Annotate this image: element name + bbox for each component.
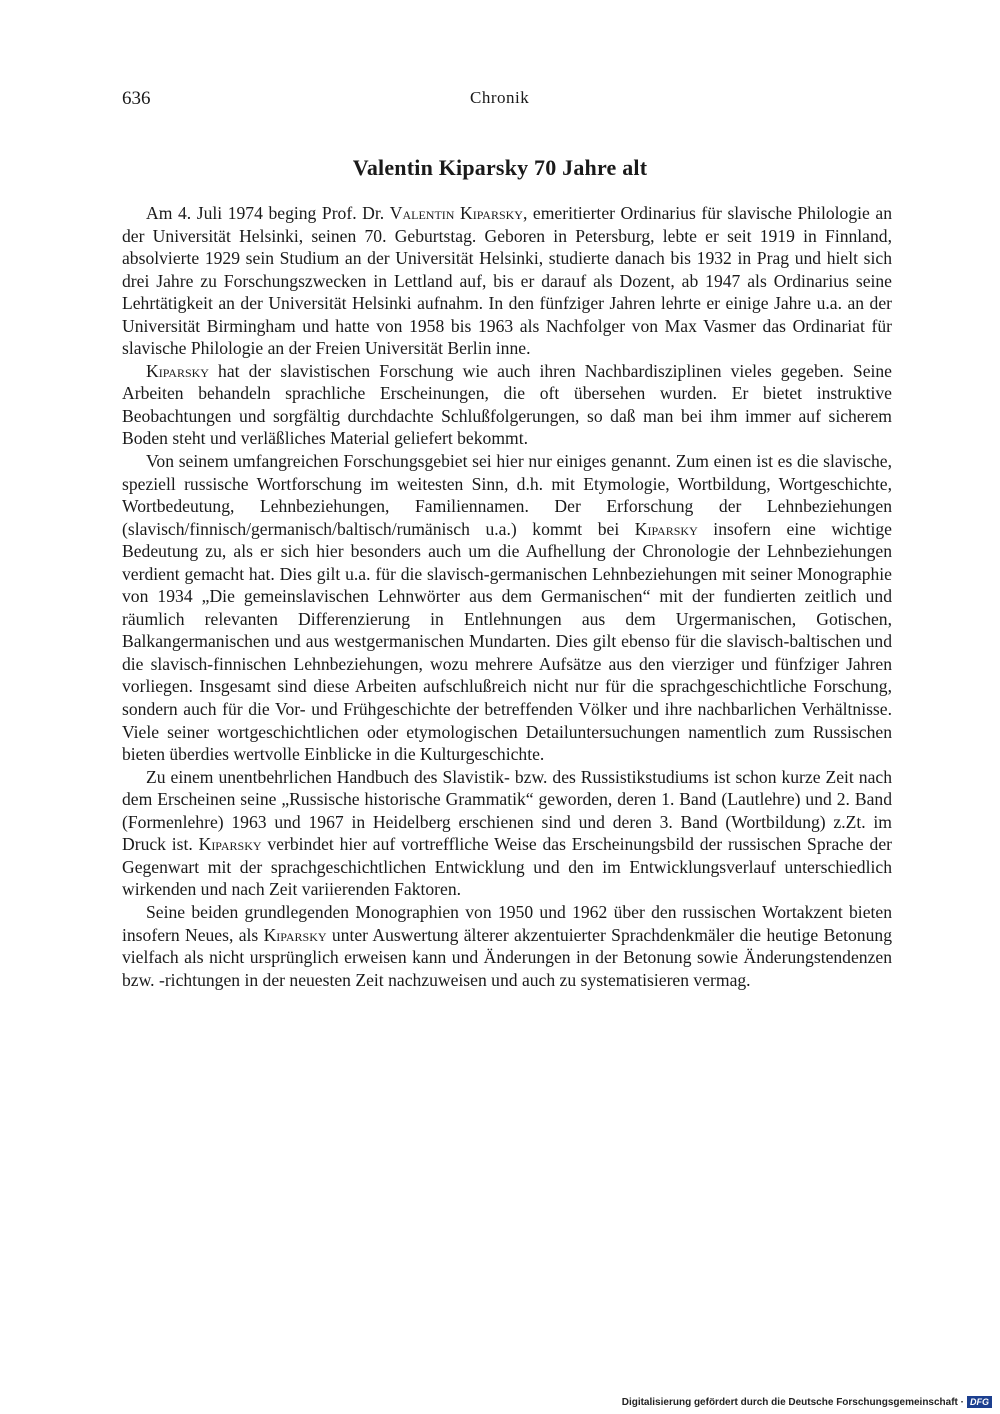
footer-text: Digitalisierung gefördert durch die Deutsche Forschungsgemeinschaft · [621,1396,964,1408]
page-number: 636 [122,88,151,109]
paragraph-4 [122,766,892,901]
paragraph-4-text-c: verbindet hier auf vortreffliche Weise das Erscheinungsbild der russischen Sprache der Gegenwart mit der sprachgeschichtlichen Entwicklung und den im Entwicklungsverlauf unterschiedlich wirkenden und nach Zeit variierenden Faktoren. [122,834,892,900]
paragraph-1-text-b: , emeritierter Ordinarius für slavische Philologie an der Universität Helsinki, seinen 70. Geburtstag. Geboren in Petersburg, lebte er seit 1919 in Finnland, absolvierte 1929 sein Studium an der Universität Helsinki, studierte danach bis 1932 in Prag und hielt sich drei Jahre zu Forschungszwecken in Lettland auf, bis er darauf als Dozent, ab 1947 als Ordinarius seine Lehrtätigkeit an der Universität Helsinki aufnahm. In den fünfziger Jahren lehrte er einige Jahre u.a. an der Universität Birmingham und hatte von 1958 bis 1963 als Nachfolger von Max Vasmer das Ordinariat für slavische Philologie an der Freien Universität Berlin inne. [122,203,893,359]
paragraph-5 [122,901,892,991]
paragraph-3 [122,450,892,766]
running-head: Chronik [470,88,530,107]
paragraph-2-text: hat der slavistischen Forschung wie auch ihren Nachbardisziplinen vieles gegeben. Seine Arbeiten behandeln sprachliche Erscheinungen, die oft übersehen wurden. Er bietet instruktive Beobachtungen und sorgfältig durchdachte Schlußfolgerungen, so daß man bei ihm immer auf sicherem Boden steht und verläßliches Material geliefert bekommt. [122,360,892,449]
dfg-logo-icon: DFG [967,1396,992,1408]
name-kiparsky: Kiparsky [634,518,698,539]
name-kiparsky: Kiparsky [198,834,262,855]
paragraph-4-text-a: Zu einem unentbehrlichen Handbuch des Slavistik- bzw. des Russistikstudiums ist schon kurze Zeit nach dem Erscheinen seine „Russische historische Grammatik“ geworden, deren 1. Band (Lautlehre) und 2. Band (Formenlehre) 1963 und 1967 in Heidelberg erschienen sind und deren 3. Band (Wortbildung) z.Zt. im Druck ist. [122,766,892,855]
name-kiparsky: Kiparsky [146,360,209,381]
article-title: Valentin Kiparsky 70 Jahre alt [352,154,648,180]
paragraph-2 [122,360,892,450]
paragraph-1-text-a: Am 4. Juli 1974 beging Prof. Dr. [146,203,390,223]
paragraph-5-text-c: unter Auswertung älterer akzentuierter Sprachdenkmäler die heutige Betonung vielfach als nicht ursprünglich erweisen kann und Änderungen in der Betonung sowie Änderungstendenzen bzw. -richtungen in der neuesten Zeit nachzuweisen und auch zu systematisieren vermag. [122,924,892,990]
paragraph-1 [122,202,892,360]
paragraph-3-text-a: Von seinem umfangreichen Forschungsgebiet sei hier nur einiges genannt. Zum einen ist es die slavische, speziell russische Wortforschung im weitesten Sinn, d.h. mit Etymologie, Wortbildung, Wortgeschichte, Wortbedeutung, Lehnbeziehungen, Familiennamen. Der Erforschung der Lehnbeziehungen (slavisch/finnisch/germanisch/baltisch/rumänisch u.a.) kommt bei [122,451,892,539]
digitization-footer [622,1396,992,1408]
paragraph-5-text-a: Seine beiden grundlegenden Monographien von 1950 und 1962 über den russischen Wortakzent bieten insofern Neues, als [122,901,892,945]
author-name: Valentin Kiparsky [389,203,523,223]
paragraph-3-text-c: insofern eine wichtige Bedeutung zu, als er sich hier besonders auch um die Aufhellung der Chronologie der Lehnbeziehungen verdient gemacht hat. Dies gilt u.a. für die slavisch-germanischen Lehnbeziehungen mit seiner Monographie von 1934 „Die gemeinslavischen Lehnwörter aus dem Germanischen“ mit der fundierten zeitlich und räumlich relevanten Differenzierung in Entlehnungen aus dem Urgermanischen, Gotischen, Balkangermanischen und aus westgermanischen Mundarten. Dies gilt ebenso für die slavisch-baltischen und die slavisch-finnischen Lehnbeziehungen, wozu mehrere Aufsätze aus den vierziger und fünfziger Jahren vorliegen. Insgesamt sind diese Arbeiten aufschlußreich nicht nur für die sprachgeschichtliche Forschung, sondern auch für die Vor- und Frühgeschichte der betreffenden Völker und ihre nachbarlichen Verhältnisse. Viele seiner wortgeschichtlichen oder etymologischen Detailuntersuchungen namentlich zum Russischen bieten überdies wertvolle Einblicke in die Kulturgeschichte. [122,518,892,765]
article-body [122,202,892,991]
name-kiparsky: Kiparsky [263,924,327,945]
